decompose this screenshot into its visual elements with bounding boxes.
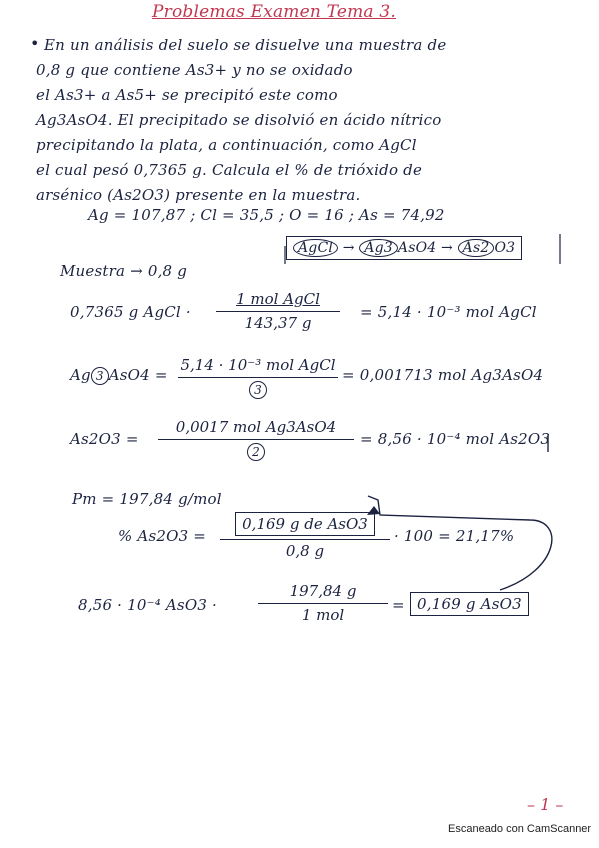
step3-left: As2O3 =: [70, 430, 139, 448]
scheme-aso4: AsO4: [397, 240, 437, 256]
percent-numerator: 0,169 g de AsO3: [235, 512, 375, 536]
percent-result: · 100 = 21,17%: [394, 527, 515, 545]
fraction-bar: [158, 439, 354, 440]
step2-result: = 0,001713 mol Ag3AsO4: [342, 366, 544, 384]
percent-fraction: [220, 512, 390, 560]
mass-numerator: 197,84 g: [289, 582, 357, 600]
statement-line: el As3+ a As5+ se precipitó este como: [36, 86, 338, 104]
atomic-masses: Ag = 107,87 ; Cl = 35,5 ; O = 16 ; As = 74,92: [88, 206, 445, 224]
step2-left: [70, 366, 168, 385]
arrow-icon: →: [441, 240, 453, 256]
scheme-as2: As2: [458, 239, 495, 257]
step1-result: = 5,14 · 10⁻³ mol AgCl: [360, 303, 537, 321]
step2-denominator: [178, 380, 338, 402]
mass-denominator: 1 mol: [301, 606, 345, 624]
step2-numerator: 5,14 · 10⁻³ mol AgCl: [180, 356, 336, 374]
statement-line: Ag3AsO4. El precipitado se disolvió en ácido nítrico: [36, 111, 442, 129]
arrow-icon: →: [342, 240, 355, 256]
molar-mass: Pm = 197,84 g/mol: [72, 490, 222, 508]
step3-denominator: [158, 442, 354, 464]
scheme-agcl: AgCl: [293, 239, 338, 257]
step1-denominator: 143,37 g: [244, 314, 312, 332]
scanner-footer: Escaneado con CamScanner: [448, 823, 592, 835]
statement-line: el cual pesó 0,7365 g. Calcula el % de trióxido de: [36, 161, 423, 179]
step2-left-prefix: Ag: [70, 366, 91, 384]
percent-denominator: 0,8 g: [285, 542, 325, 560]
sample-mass: Muestra → 0,8 g: [60, 262, 188, 280]
step3-fraction: [158, 418, 354, 464]
step3-numerator: 0,0017 mol Ag3AsO4: [175, 418, 337, 436]
statement-line: arsénico (As2O3) presente en la muestra.: [36, 186, 361, 204]
step2-fraction: [178, 356, 338, 402]
mass-fraction: [258, 582, 388, 624]
step2-denominator-circle: 3: [249, 381, 267, 399]
percent-left: % As2O3 =: [118, 527, 207, 545]
scheme-ag3: Ag3: [359, 239, 398, 257]
scheme-o3: O3: [494, 240, 516, 256]
step3-result: = 8,56 · 10⁻⁴ mol As2O3: [360, 430, 551, 448]
page-title: Problemas Examen Tema 3.: [152, 2, 396, 22]
step1-numerator: 1 mol AgCl: [236, 290, 320, 308]
step1-left: 0,7365 g AgCl ·: [70, 303, 191, 321]
fraction-bar: [220, 539, 390, 540]
mass-result: 0,169 g AsO3: [410, 592, 529, 616]
fraction-bar: [178, 377, 338, 378]
statement-line: En un análisis del suelo se disuelve una muestra de: [44, 36, 447, 54]
step2-left-circle: 3: [91, 367, 109, 385]
mass-left: 8,56 · 10⁻⁴ AsO3 ·: [78, 596, 217, 614]
fraction-bar: [216, 311, 340, 312]
page-number: – 1 –: [527, 795, 564, 814]
fraction-bar: [258, 603, 388, 604]
step1-fraction: [216, 290, 340, 332]
statement-line: precipitando la plata, a continuación, como AgCl: [36, 136, 417, 154]
statement-line: 0,8 g que contiene As3+ y no se oxidado: [36, 61, 353, 79]
bullet-icon: •: [30, 34, 40, 53]
step2-left-suffix: AsO4 =: [108, 366, 168, 384]
step3-denominator-circle: 2: [247, 443, 265, 461]
reaction-scheme: [286, 236, 522, 260]
